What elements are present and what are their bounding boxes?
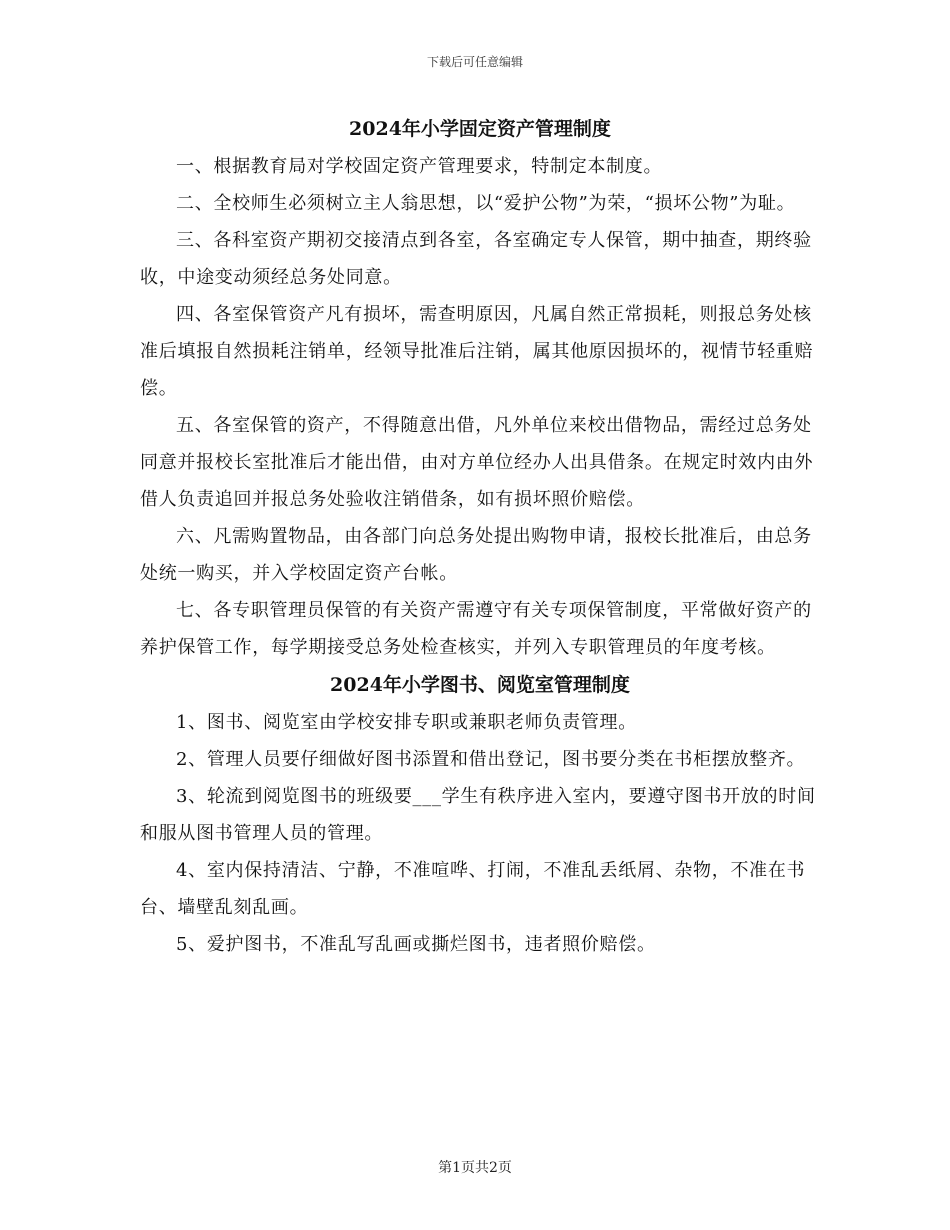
paragraph: 5、爱护图书，不准乱写乱画或撕烂图书，违者照价赔偿。 [176,934,656,955]
paragraph: 三、各科室资产期初交接清点到各室，各室确定专人保管，期中抽查，期终验收，中途变动须经总务处同意。 [140,230,812,288]
paragraph: 七、各专职管理员保管的有关资产需遵守有关专项保管制度，平常做好资产的养护保管工作，每学期接受总务处检查核实，并列入专职管理员的年度考核。 [140,600,812,658]
paragraph: 二、全校师生必须树立主人翁思想，以“爱护公物”为荣，“损坏公物”为耻。 [176,193,796,214]
paragraph: 四、各室保管资产凡有损坏，需查明原因，凡属自然正常损耗，则报总务处核准后填报自然损耗注销单，经领导批准后注销，属其他原因损坏的，视情节轻重赔偿。 [140,304,814,399]
document-body [140,110,820,963]
paragraph: 五、各室保管的资产，不得随意出借，凡外单位来校出借物品，需经过总务处同意并报校长室批准后才能出借，由对方单位经办人出具借条。在规定时效内由外借人负责追回并报总务处验收注销借条，如有损坏照价赔偿。 [140,415,814,510]
section-title-library: 2024年小学图书、阅览室管理制度 [330,674,630,696]
paragraph: 六、凡需购置物品，由各部门向总务处提出购物申请，报校长批准后，由总务处统一购买，并入学校固定资产台帐。 [140,526,812,584]
paragraph: 一、根据教育局对学校固定资产管理要求，特制定本制度。 [176,156,663,177]
paragraph: 1、图书、阅览室由学校安排专职或兼职老师负责管理。 [176,712,637,733]
page-footer-number: 第1页共2页 [438,1160,512,1176]
section-title-fixed-assets: 2024年小学固定资产管理制度 [349,118,611,140]
page-header-note: 下载后可任意编辑 [426,55,523,69]
paragraph: 2、管理人员要仔细做好图书添置和借出登记，图书要分类在书柜摆放整齐。 [176,749,806,770]
paragraph: 4、室内保持清洁、宁静，不准喧哗、打闹，不准乱丢纸屑、杂物，不准在书台、墙壁乱刻乱画。 [140,860,806,918]
paragraph: 3、轮流到阅览图书的班级要___学生有秩序进入室内，要遵守图书开放的时间和服从图书管理人员的管理。 [140,786,816,844]
